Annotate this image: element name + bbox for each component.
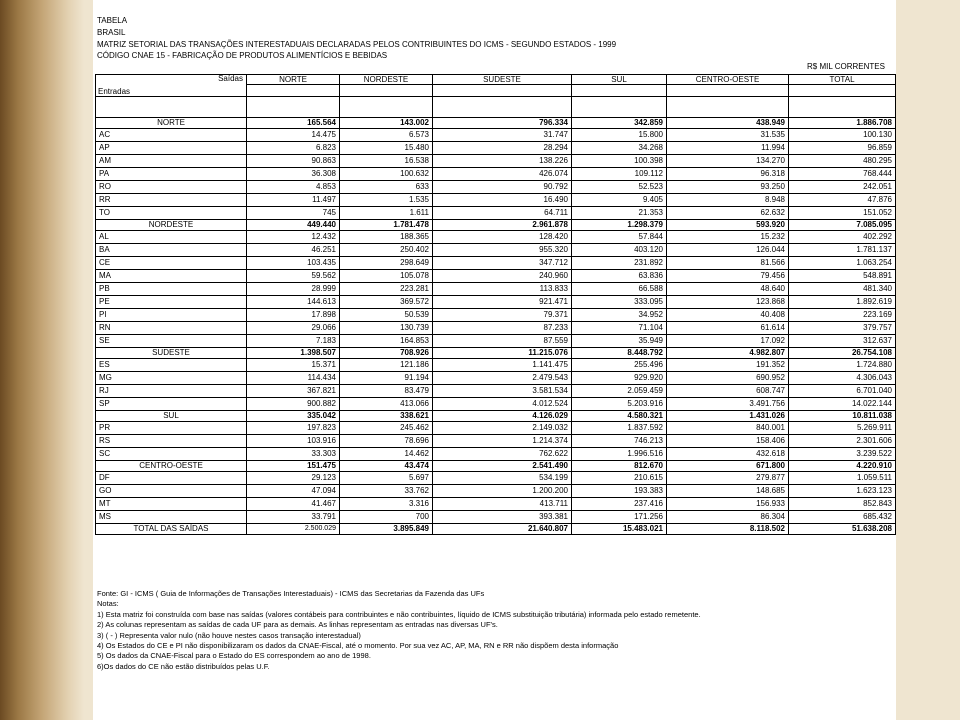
- state-value-cell: 28.999: [247, 283, 340, 296]
- state-label: DF: [96, 472, 247, 485]
- region-total-cell: 335.042: [247, 411, 340, 422]
- state-row: [96, 335, 896, 348]
- state-value-cell: 100.632: [340, 168, 433, 181]
- grand-total-cell: 8.118.502: [667, 524, 789, 535]
- state-value-cell: 2.149.032: [433, 422, 572, 435]
- region-total-cell: 593.920: [667, 220, 789, 231]
- state-value-cell: 134.270: [667, 155, 789, 168]
- region-total-row: [96, 118, 896, 129]
- state-label: AP: [96, 142, 247, 155]
- state-value-cell: 6.701.040: [789, 385, 896, 398]
- state-row: [96, 194, 896, 207]
- region-total-cell: 2.961.878: [433, 220, 572, 231]
- state-row: [96, 385, 896, 398]
- state-value-cell: 633: [340, 181, 433, 194]
- state-value-cell: 87.559: [433, 335, 572, 348]
- state-value-cell: 100.130: [789, 129, 896, 142]
- region-label: CENTRO-OESTE: [96, 461, 247, 472]
- state-label: AC: [96, 129, 247, 142]
- region-total-cell: 1.398.507: [247, 348, 340, 359]
- state-value-cell: 197.823: [247, 422, 340, 435]
- state-label: PB: [96, 283, 247, 296]
- state-value-cell: 5.203.916: [572, 398, 667, 411]
- state-value-cell: 426.074: [433, 168, 572, 181]
- state-value-cell: 50.539: [340, 309, 433, 322]
- state-label: CE: [96, 257, 247, 270]
- state-value-cell: 61.614: [667, 322, 789, 335]
- region-total-cell: 338.621: [340, 411, 433, 422]
- state-row: [96, 296, 896, 309]
- state-value-cell: 14.022.144: [789, 398, 896, 411]
- region-total-cell: 4.580.321: [572, 411, 667, 422]
- state-label: PI: [96, 309, 247, 322]
- state-value-cell: 33.791: [247, 511, 340, 524]
- state-value-cell: 138.226: [433, 155, 572, 168]
- state-value-cell: 1.837.592: [572, 422, 667, 435]
- region-total-row: [96, 220, 896, 231]
- state-value-cell: 34.952: [572, 309, 667, 322]
- state-value-cell: 4.853: [247, 181, 340, 194]
- state-value-cell: 333.095: [572, 296, 667, 309]
- corner-cell: [96, 75, 247, 97]
- state-value-cell: 480.295: [789, 155, 896, 168]
- state-value-cell: 900.882: [247, 398, 340, 411]
- state-label: SC: [96, 448, 247, 461]
- state-value-cell: 403.120: [572, 244, 667, 257]
- state-row: [96, 472, 896, 485]
- state-label: PR: [96, 422, 247, 435]
- state-value-cell: 223.281: [340, 283, 433, 296]
- table-label: TABELA: [97, 16, 128, 25]
- state-value-cell: 87.233: [433, 322, 572, 335]
- region-total-row: [96, 348, 896, 359]
- state-value-cell: 81.566: [667, 257, 789, 270]
- column-header-norte: NORTE: [247, 75, 340, 85]
- state-value-cell: 237.416: [572, 498, 667, 511]
- state-value-cell: 57.844: [572, 231, 667, 244]
- region-label: SUDESTE: [96, 348, 247, 359]
- state-row: [96, 309, 896, 322]
- state-label: BA: [96, 244, 247, 257]
- state-value-cell: 1.892.619: [789, 296, 896, 309]
- state-value-cell: 367.821: [247, 385, 340, 398]
- state-value-cell: 15.800: [572, 129, 667, 142]
- state-row: [96, 207, 896, 220]
- state-row: [96, 181, 896, 194]
- state-value-cell: 852.843: [789, 498, 896, 511]
- state-value-cell: 193.383: [572, 485, 667, 498]
- region-total-cell: 165.564: [247, 118, 340, 129]
- region-total-cell: 10.811.038: [789, 411, 896, 422]
- state-value-cell: 86.304: [667, 511, 789, 524]
- region-total-cell: 1.431.026: [667, 411, 789, 422]
- state-value-cell: 2.479.543: [433, 372, 572, 385]
- state-value-cell: 128.420: [433, 231, 572, 244]
- source-line: Fonte: GI - ICMS ( Guia de Informações de Transações Interestaduais) - ICMS das Secretarias da Fazenda das UFs: [97, 589, 485, 598]
- region-total-cell: 708.926: [340, 348, 433, 359]
- state-value-cell: 231.892: [572, 257, 667, 270]
- note-line: 4) Os Estados do CE e PI não disponibilizaram os dados da CNAE-Fiscal, até o momento. Por sua vez AC, AP, MA, RN e RR não dispõem desta informação: [97, 641, 619, 651]
- state-value-cell: 17.898: [247, 309, 340, 322]
- note-line: 3) ( - ) Representa valor nulo (não houve nestes casos transação interestadual): [97, 630, 361, 640]
- state-value-cell: 62.632: [667, 207, 789, 220]
- state-value-cell: 113.833: [433, 283, 572, 296]
- state-value-cell: 534.199: [433, 472, 572, 485]
- state-value-cell: 105.078: [340, 270, 433, 283]
- header-spacer-row: [96, 97, 896, 118]
- region-total-cell: 11.215.076: [433, 348, 572, 359]
- state-value-cell: 71.104: [572, 322, 667, 335]
- state-value-cell: 12.432: [247, 231, 340, 244]
- region-total-cell: 4.220.910: [789, 461, 896, 472]
- note-line: 5) Os dados da CNAE-Fiscal para o Estado do ES correspondem ao ano de 1998.: [97, 651, 371, 661]
- state-value-cell: 52.523: [572, 181, 667, 194]
- state-value-cell: 369.572: [340, 296, 433, 309]
- region-total-cell: 1.886.708: [789, 118, 896, 129]
- state-value-cell: 11.994: [667, 142, 789, 155]
- region-total-cell: 671.800: [667, 461, 789, 472]
- state-label: RO: [96, 181, 247, 194]
- state-value-cell: 3.316: [340, 498, 433, 511]
- state-value-cell: 17.092: [667, 335, 789, 348]
- state-value-cell: 1.611: [340, 207, 433, 220]
- state-value-cell: 921.471: [433, 296, 572, 309]
- state-value-cell: 16.490: [433, 194, 572, 207]
- state-value-cell: 312.637: [789, 335, 896, 348]
- state-value-cell: 481.340: [789, 283, 896, 296]
- region-label: SUL: [96, 411, 247, 422]
- state-value-cell: 7.183: [247, 335, 340, 348]
- transactions-matrix: [95, 74, 896, 535]
- state-value-cell: 96.318: [667, 168, 789, 181]
- state-value-cell: 109.112: [572, 168, 667, 181]
- state-value-cell: 64.711: [433, 207, 572, 220]
- state-value-cell: 66.588: [572, 283, 667, 296]
- state-value-cell: 47.876: [789, 194, 896, 207]
- grand-total-label: TOTAL DAS SAÍDAS: [96, 524, 247, 535]
- state-value-cell: 1.996.516: [572, 448, 667, 461]
- region-total-row: [96, 411, 896, 422]
- region-label: NORTE: [96, 118, 247, 129]
- state-value-cell: 11.497: [247, 194, 340, 207]
- state-value-cell: 608.747: [667, 385, 789, 398]
- state-value-cell: 21.353: [572, 207, 667, 220]
- state-value-cell: 393.381: [433, 511, 572, 524]
- state-label: SP: [96, 398, 247, 411]
- state-row: [96, 244, 896, 257]
- state-value-cell: 279.877: [667, 472, 789, 485]
- column-header-sudeste: SUDESTE: [433, 75, 572, 85]
- state-value-cell: 3.581.534: [433, 385, 572, 398]
- state-value-cell: 298.649: [340, 257, 433, 270]
- state-value-cell: 29.066: [247, 322, 340, 335]
- region-total-row: [96, 461, 896, 472]
- state-value-cell: 5.697: [340, 472, 433, 485]
- state-value-cell: 1.781.137: [789, 244, 896, 257]
- state-value-cell: 40.408: [667, 309, 789, 322]
- state-row: [96, 168, 896, 181]
- state-value-cell: 3.239.522: [789, 448, 896, 461]
- state-value-cell: 90.863: [247, 155, 340, 168]
- state-value-cell: 548.891: [789, 270, 896, 283]
- note-line: 6)Os dados do CE não estão distribuídos pelas U.F.: [97, 661, 270, 671]
- region-total-cell: 7.085.095: [789, 220, 896, 231]
- region-total-cell: 1.781.478: [340, 220, 433, 231]
- state-value-cell: 16.538: [340, 155, 433, 168]
- state-value-cell: 15.480: [340, 142, 433, 155]
- state-row: [96, 283, 896, 296]
- state-label: RS: [96, 435, 247, 448]
- grand-total-cell: 15.483.021: [572, 524, 667, 535]
- state-value-cell: 156.933: [667, 498, 789, 511]
- state-value-cell: 47.094: [247, 485, 340, 498]
- state-value-cell: 100.398: [572, 155, 667, 168]
- state-value-cell: 255.496: [572, 359, 667, 372]
- state-value-cell: 1.623.123: [789, 485, 896, 498]
- region-total-cell: 1.298.379: [572, 220, 667, 231]
- state-value-cell: 210.615: [572, 472, 667, 485]
- state-value-cell: 144.613: [247, 296, 340, 309]
- state-value-cell: 4.306.043: [789, 372, 896, 385]
- state-value-cell: 432.618: [667, 448, 789, 461]
- region-total-cell: 4.126.029: [433, 411, 572, 422]
- state-value-cell: 96.859: [789, 142, 896, 155]
- region-total-cell: 8.448.792: [572, 348, 667, 359]
- state-row: [96, 372, 896, 385]
- region-total-cell: 449.440: [247, 220, 340, 231]
- state-value-cell: 2.301.606: [789, 435, 896, 448]
- notes-block: [97, 589, 701, 672]
- state-value-cell: 15.371: [247, 359, 340, 372]
- region-total-cell: 26.754.108: [789, 348, 896, 359]
- note-line: Notas:: [97, 599, 119, 609]
- state-value-cell: 48.640: [667, 283, 789, 296]
- state-value-cell: 31.535: [667, 129, 789, 142]
- state-value-cell: 33.303: [247, 448, 340, 461]
- state-label: SE: [96, 335, 247, 348]
- state-value-cell: 402.292: [789, 231, 896, 244]
- state-value-cell: 6.823: [247, 142, 340, 155]
- grand-total-cell: 3.895.849: [340, 524, 433, 535]
- state-value-cell: 929.920: [572, 372, 667, 385]
- state-value-cell: 413.711: [433, 498, 572, 511]
- state-value-cell: 690.952: [667, 372, 789, 385]
- grand-total-cell: 21.640.807: [433, 524, 572, 535]
- state-row: [96, 129, 896, 142]
- state-value-cell: 28.294: [433, 142, 572, 155]
- state-label: AL: [96, 231, 247, 244]
- table-title: MATRIZ SETORIAL DAS TRANSAÇÕES INTERESTADUAIS DECLARADAS PELOS CONTRIBUINTES DO ICMS - SEGUNDO ESTADOS - 1999: [97, 40, 617, 49]
- state-value-cell: 746.213: [572, 435, 667, 448]
- state-value-cell: 93.250: [667, 181, 789, 194]
- state-label: PE: [96, 296, 247, 309]
- state-value-cell: 745: [247, 207, 340, 220]
- region-total-cell: 2.541.490: [433, 461, 572, 472]
- state-label: AM: [96, 155, 247, 168]
- state-value-cell: 151.052: [789, 207, 896, 220]
- state-value-cell: 41.467: [247, 498, 340, 511]
- state-row: [96, 435, 896, 448]
- region-total-cell: 4.982.807: [667, 348, 789, 359]
- region-total-cell: 151.475: [247, 461, 340, 472]
- table-subtitle: CÓDIGO CNAE 15 - FABRICAÇÃO DE PRODUTOS ALIMENTÍCIOS E BEBIDAS: [97, 51, 388, 60]
- state-value-cell: 1.063.254: [789, 257, 896, 270]
- state-value-cell: 347.712: [433, 257, 572, 270]
- state-row: [96, 257, 896, 270]
- region-total-cell: 438.949: [667, 118, 789, 129]
- state-value-cell: 114.434: [247, 372, 340, 385]
- state-value-cell: 3.491.756: [667, 398, 789, 411]
- state-value-cell: 158.406: [667, 435, 789, 448]
- column-header-total: TOTAL: [789, 75, 896, 85]
- state-label: PA: [96, 168, 247, 181]
- state-value-cell: 4.012.524: [433, 398, 572, 411]
- region-total-cell: 812.670: [572, 461, 667, 472]
- state-value-cell: 2.059.459: [572, 385, 667, 398]
- region-total-cell: 796.334: [433, 118, 572, 129]
- state-value-cell: 840.001: [667, 422, 789, 435]
- state-value-cell: 91.194: [340, 372, 433, 385]
- state-value-cell: 188.365: [340, 231, 433, 244]
- column-header-row: [96, 75, 896, 85]
- state-value-cell: 1.724.880: [789, 359, 896, 372]
- column-header-centro-oeste: CENTRO-OESTE: [667, 75, 789, 85]
- state-label: TO: [96, 207, 247, 220]
- state-value-cell: 250.402: [340, 244, 433, 257]
- region-total-cell: 342.859: [572, 118, 667, 129]
- state-value-cell: 63.836: [572, 270, 667, 283]
- state-value-cell: 379.757: [789, 322, 896, 335]
- state-value-cell: 123.868: [667, 296, 789, 309]
- state-value-cell: 1.200.200: [433, 485, 572, 498]
- state-value-cell: 1.214.374: [433, 435, 572, 448]
- state-label: MA: [96, 270, 247, 283]
- state-value-cell: 31.747: [433, 129, 572, 142]
- state-value-cell: 6.573: [340, 129, 433, 142]
- state-row: [96, 511, 896, 524]
- state-label: GO: [96, 485, 247, 498]
- state-value-cell: 191.352: [667, 359, 789, 372]
- state-value-cell: 171.256: [572, 511, 667, 524]
- state-value-cell: 245.462: [340, 422, 433, 435]
- state-row: [96, 398, 896, 411]
- state-label: RR: [96, 194, 247, 207]
- state-row: [96, 142, 896, 155]
- state-value-cell: 5.269.911: [789, 422, 896, 435]
- state-value-cell: 46.251: [247, 244, 340, 257]
- state-value-cell: 78.696: [340, 435, 433, 448]
- state-row: [96, 270, 896, 283]
- state-label: ES: [96, 359, 247, 372]
- state-row: [96, 498, 896, 511]
- state-value-cell: 130.739: [340, 322, 433, 335]
- state-value-cell: 29.123: [247, 472, 340, 485]
- column-header-sul: SUL: [572, 75, 667, 85]
- state-value-cell: 121.186: [340, 359, 433, 372]
- state-value-cell: 79.371: [433, 309, 572, 322]
- state-value-cell: 9.405: [572, 194, 667, 207]
- state-label: RN: [96, 322, 247, 335]
- region-total-cell: 143.002: [340, 118, 433, 129]
- country-label: BRASIL: [97, 28, 126, 37]
- state-value-cell: 1.141.475: [433, 359, 572, 372]
- state-row: [96, 448, 896, 461]
- grand-total-cell: 51.638.208: [789, 524, 896, 535]
- state-row: [96, 322, 896, 335]
- state-value-cell: 103.916: [247, 435, 340, 448]
- state-label: RJ: [96, 385, 247, 398]
- state-value-cell: 14.475: [247, 129, 340, 142]
- state-value-cell: 126.044: [667, 244, 789, 257]
- state-row: [96, 485, 896, 498]
- state-value-cell: 36.308: [247, 168, 340, 181]
- state-row: [96, 231, 896, 244]
- grand-total-cell: 2.500.029: [247, 524, 340, 535]
- grand-total-row: [96, 524, 896, 535]
- state-value-cell: 90.792: [433, 181, 572, 194]
- state-label: MG: [96, 372, 247, 385]
- state-value-cell: 8.948: [667, 194, 789, 207]
- state-value-cell: 768.444: [789, 168, 896, 181]
- state-row: [96, 359, 896, 372]
- state-value-cell: 103.435: [247, 257, 340, 270]
- column-header-nordeste: NORDESTE: [340, 75, 433, 85]
- state-label: MT: [96, 498, 247, 511]
- state-value-cell: 762.622: [433, 448, 572, 461]
- state-value-cell: 79.456: [667, 270, 789, 283]
- state-value-cell: 35.949: [572, 335, 667, 348]
- region-label: NORDESTE: [96, 220, 247, 231]
- state-value-cell: 33.762: [340, 485, 433, 498]
- state-value-cell: 34.268: [572, 142, 667, 155]
- state-value-cell: 148.685: [667, 485, 789, 498]
- corner-label-entradas: Entradas: [98, 87, 131, 96]
- state-value-cell: 83.479: [340, 385, 433, 398]
- state-value-cell: 700: [340, 511, 433, 524]
- currency-unit: R$ MIL CORRENTES: [807, 62, 885, 71]
- state-label: MS: [96, 511, 247, 524]
- state-value-cell: 242.051: [789, 181, 896, 194]
- state-value-cell: 1.535: [340, 194, 433, 207]
- state-value-cell: 413.066: [340, 398, 433, 411]
- state-row: [96, 422, 896, 435]
- state-value-cell: 14.462: [340, 448, 433, 461]
- state-value-cell: 685.432: [789, 511, 896, 524]
- region-total-cell: 43.474: [340, 461, 433, 472]
- state-value-cell: 164.853: [340, 335, 433, 348]
- note-line: 2) As colunas representam as saídas de cada UF para as demais. As linhas representam as entradas nas diversas UF's.: [97, 620, 498, 630]
- state-value-cell: 15.232: [667, 231, 789, 244]
- corner-label-saidas: Saídas: [218, 74, 243, 83]
- state-value-cell: 1.059.511: [789, 472, 896, 485]
- state-value-cell: 59.562: [247, 270, 340, 283]
- state-value-cell: 223.169: [789, 309, 896, 322]
- state-value-cell: 240.960: [433, 270, 572, 283]
- note-line: 1) Esta matriz foi construída com base nas saídas (valores contábeis para contribuintes e não contribuintes, líquido de ICMS substituição tributária) informada pelo estado remetente.: [97, 609, 701, 619]
- state-row: [96, 155, 896, 168]
- state-value-cell: 955.320: [433, 244, 572, 257]
